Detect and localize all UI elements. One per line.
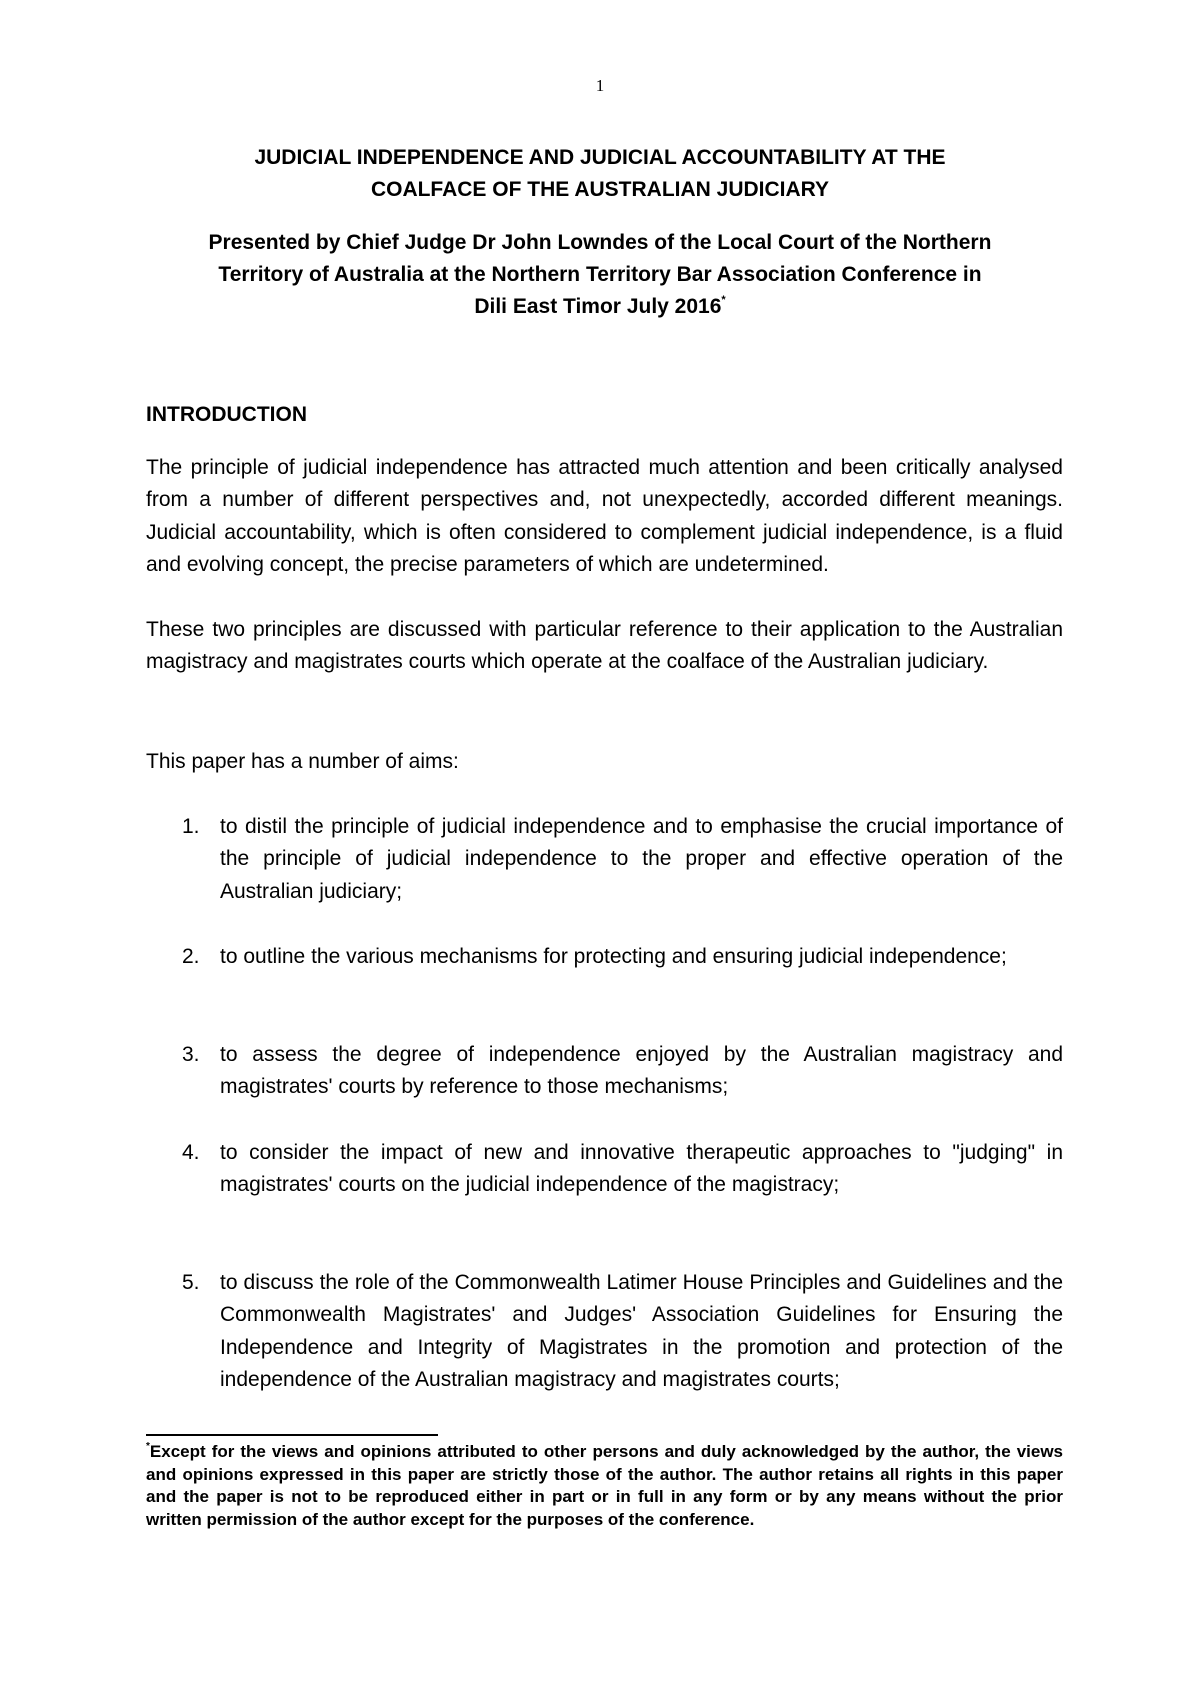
title-line-2: COALFACE OF THE AUSTRALIAN JUDICIARY [370,178,830,201]
paper-title [120,142,1080,206]
aim-number: 2. [182,945,200,968]
aim-list-item [146,1137,1063,1202]
footnote-marker: * [146,1441,150,1452]
aim-list-item [146,1039,1063,1104]
aim-text: to discuss the role of the Commonwealth Latimer House Principles and Guidelines and the Commonwealth Magistrates' and Judges' Association Guidelines for Ensuring the Independence and Integrity of Magistrates in the promotion and protection of the independence of the Australian magistracy and magistrates courts; [220,1271,1063,1392]
aim-number: 5. [182,1271,200,1294]
aim-text: to assess the degree of independence enjoyed by the Australian magistracy and magistrates' courts by reference to those mechanisms; [220,1043,1063,1099]
byline-line-3-text: Dili East Timor July 2016 [474,295,722,318]
aim-text: to consider the impact of new and innovative therapeutic approaches to "judging" in magistrates' courts on the judicial independence of the magistracy; [220,1141,1063,1197]
aim-text: to distil the principle of judicial independence and to emphasise the crucial importance of the principle of judicial independence to the proper and effective operation of the Australian judiciary; [220,815,1063,903]
section-heading-introduction: INTRODUCTION [146,403,307,426]
footnote [146,1441,1063,1531]
aim-list-item [146,1267,1063,1397]
paragraph: This paper has a number of aims: [146,750,459,773]
byline-line-3 [120,291,1080,323]
aim-number: 3. [182,1043,200,1066]
byline-line-1: Presented by Chief Judge Dr John Lowndes of the Local Court of the Northern [208,231,992,254]
page-number: 1 [595,76,605,95]
title-line-1: JUDICIAL INDEPENDENCE AND JUDICIAL ACCOUNTABILITY AT THE [254,146,946,169]
aim-list-item [146,811,1063,908]
aim-number: 1. [182,815,200,838]
aim-number: 4. [182,1141,200,1164]
paragraph: The principle of judicial independence has attracted much attention and been critically analysed from a number of different perspectives and, not unexpectedly, accorded different meanings. Judicial accountability, which is often considered to complement judicial independence, is a fluid and evolving concept, the precise parameters of which are undetermined. [146,456,1063,577]
footnote-reference-marker[interactable]: * [721,294,726,306]
footnote-separator [146,1434,438,1436]
paragraph: These two principles are discussed with particular reference to their application to the Australian magistracy and magistrates courts which operate at the coalface of the Australian judiciary. [146,618,1063,674]
aim-list-item [146,941,1063,973]
byline-line-2: Territory of Australia at the Northern Territory Bar Association Conference in [218,263,982,286]
footnote-text: Except for the views and opinions attributed to other persons and duly acknowledged by the author, the views and opinions expressed in this paper are strictly those of the author. The author retains all rights in this paper and the paper is not to be reproduced either in part or in full in any form or by any means without the prior written permission of the author except for the purposes of the conference. [146,1442,1063,1529]
aim-text: to outline the various mechanisms for protecting and ensuring judicial independence; [220,945,1007,968]
presenter-byline [120,227,1080,323]
